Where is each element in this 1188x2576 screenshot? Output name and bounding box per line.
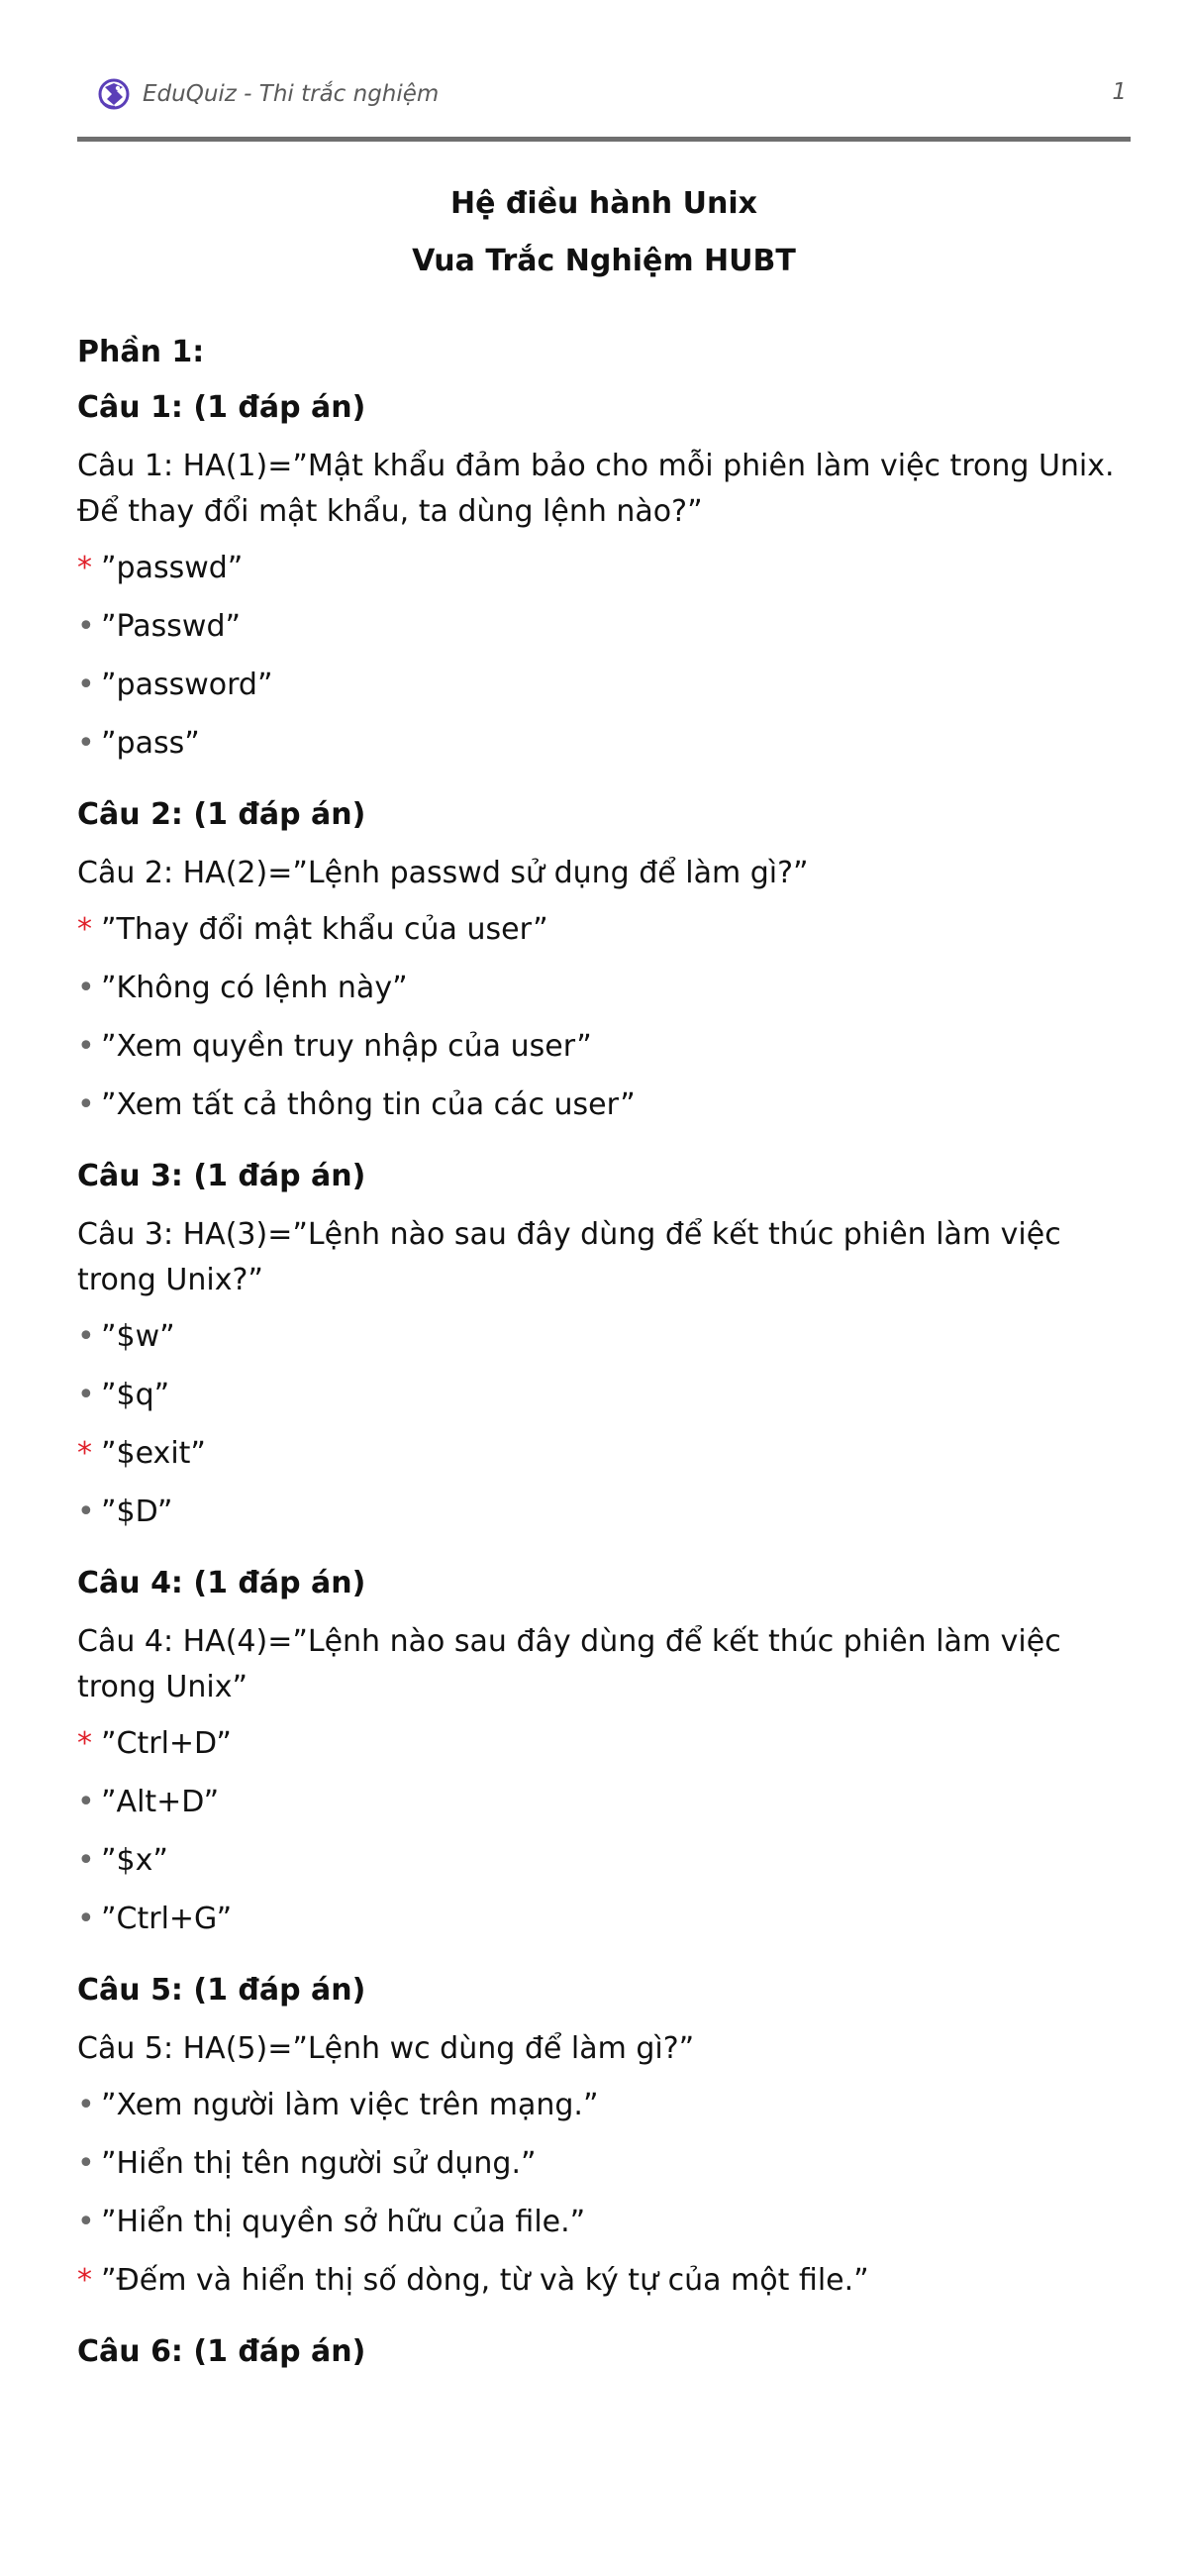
answer-option[interactable]: [77, 1783, 1131, 1822]
bullet-icon: •: [77, 668, 95, 702]
answer-option[interactable]: [77, 1085, 1131, 1125]
answer-label: ”$w”: [101, 1319, 175, 1354]
question-heading: Câu 5: (1 đáp án): [77, 1973, 366, 2008]
answer-label: ”Hiển thị tên người sử dụng.”: [101, 2146, 537, 2181]
answer-options: [77, 549, 1131, 764]
asterisk-icon: *: [77, 912, 92, 947]
answer-label: ”Passwd”: [101, 609, 242, 644]
correct-answer-option[interactable]: [77, 1724, 1131, 1764]
question-block: [77, 2332, 1131, 2372]
answer-label: ”Xem tất cả thông tin của các user”: [101, 1087, 636, 1122]
answer-label: ”Hiển thị quyền sở hữu của file.”: [101, 2205, 586, 2239]
question-heading: Câu 4: (1 đáp án): [77, 1566, 366, 1600]
answer-label: ”Xem người làm việc trên mạng.”: [101, 2088, 599, 2122]
asterisk-icon: *: [77, 551, 92, 585]
answer-option[interactable]: [77, 1493, 1131, 1532]
page-header: [77, 0, 1131, 141]
question-block: [77, 388, 1131, 764]
part-heading: Phần 1:: [77, 335, 205, 369]
dragon-logo-icon: [97, 77, 131, 111]
question-heading: Câu 3: (1 đáp án): [77, 1159, 366, 1193]
page-number: 1: [1112, 79, 1127, 105]
bullet-icon: •: [77, 2146, 95, 2181]
answer-label: ”$q”: [101, 1378, 170, 1412]
answer-options: [77, 1317, 1131, 1532]
asterisk-icon: *: [77, 1436, 92, 1471]
brand-name: EduQuiz - Thi trắc nghiệm: [143, 81, 440, 107]
question-heading: Câu 1: (1 đáp án): [77, 390, 366, 425]
answer-label: ”passwd”: [101, 551, 244, 585]
answer-option[interactable]: [77, 2203, 1131, 2242]
correct-answer-option[interactable]: [77, 2261, 1131, 2301]
answer-option[interactable]: [77, 1027, 1131, 1067]
correct-answer-option[interactable]: [77, 1434, 1131, 1474]
answer-label: ”Không có lệnh này”: [101, 971, 408, 1005]
answer-option[interactable]: [77, 666, 1131, 705]
question-text: Câu 4: HA(4)=”Lệnh nào sau đây dùng để kết thúc phiên làm việc trong Unix”: [77, 1624, 1061, 1704]
bullet-icon: •: [77, 1319, 95, 1354]
answer-option[interactable]: [77, 724, 1131, 764]
document-page: [77, 0, 1131, 2388]
answer-option[interactable]: [77, 607, 1131, 647]
bullet-icon: •: [77, 1494, 95, 1529]
answer-option[interactable]: [77, 1317, 1131, 1357]
answer-option[interactable]: [77, 1900, 1131, 1939]
answer-label: ”Ctrl+D”: [101, 1726, 232, 1761]
answer-label: ”$D”: [101, 1494, 173, 1529]
answer-label: ”Đếm và hiển thị số dòng, từ và ký tự của một file.”: [101, 2263, 869, 2298]
question-text: Câu 2: HA(2)=”Lệnh passwd sử dụng để làm gì?”: [77, 856, 809, 890]
header-divider: [77, 137, 1131, 142]
answer-options: [77, 2086, 1131, 2301]
bullet-icon: •: [77, 609, 95, 644]
answer-label: ”pass”: [101, 726, 200, 761]
answer-label: ”$x”: [101, 1843, 168, 1878]
answer-label: ”$exit”: [101, 1436, 206, 1471]
answer-option[interactable]: [77, 1376, 1131, 1415]
bullet-icon: •: [77, 1087, 95, 1122]
question-heading: Câu 6: (1 đáp án): [77, 2334, 366, 2369]
bullet-icon: •: [77, 2205, 95, 2239]
answer-label: ”password”: [101, 668, 273, 702]
answer-option[interactable]: [77, 969, 1131, 1008]
answer-option[interactable]: [77, 2144, 1131, 2184]
question-heading: Câu 2: (1 đáp án): [77, 797, 366, 832]
bullet-icon: •: [77, 1843, 95, 1878]
question-block: [77, 1971, 1131, 2301]
answer-options: [77, 910, 1131, 1125]
asterisk-icon: *: [77, 2263, 92, 2298]
question-text: Câu 1: HA(1)=”Mật khẩu đảm bảo cho mỗi phiên làm việc trong Unix. Để thay đổi mật khẩu, ta dùng lệnh nào?”: [77, 449, 1115, 529]
answer-label: ”Alt+D”: [101, 1785, 220, 1819]
correct-answer-option[interactable]: [77, 549, 1131, 588]
document-subtitle: Vua Trắc Nghiệm HUBT: [412, 244, 796, 278]
question-block: [77, 1564, 1131, 1939]
bullet-icon: •: [77, 1029, 95, 1064]
correct-answer-option[interactable]: [77, 910, 1131, 950]
document-title: Hệ điều hành Unix: [450, 186, 757, 221]
bullet-icon: •: [77, 1785, 95, 1819]
answer-options: [77, 1724, 1131, 1939]
brand[interactable]: [97, 77, 439, 111]
question-list: [77, 388, 1131, 2372]
bullet-icon: •: [77, 1378, 95, 1412]
asterisk-icon: *: [77, 1726, 92, 1761]
answer-option[interactable]: [77, 1841, 1131, 1881]
bullet-icon: •: [77, 1902, 95, 1936]
question-block: [77, 795, 1131, 1125]
question-text: Câu 5: HA(5)=”Lệnh wc dùng để làm gì?”: [77, 2031, 695, 2066]
answer-label: ”Ctrl+G”: [101, 1902, 233, 1936]
bullet-icon: •: [77, 726, 95, 761]
answer-label: ”Thay đổi mật khẩu của user”: [101, 912, 548, 947]
answer-option[interactable]: [77, 2086, 1131, 2125]
question-text: Câu 3: HA(3)=”Lệnh nào sau đây dùng để kết thúc phiên làm việc trong Unix?”: [77, 1217, 1061, 1297]
bullet-icon: •: [77, 2088, 95, 2122]
bullet-icon: •: [77, 971, 95, 1005]
question-block: [77, 1157, 1131, 1532]
answer-label: ”Xem quyền truy nhập của user”: [101, 1029, 592, 1064]
